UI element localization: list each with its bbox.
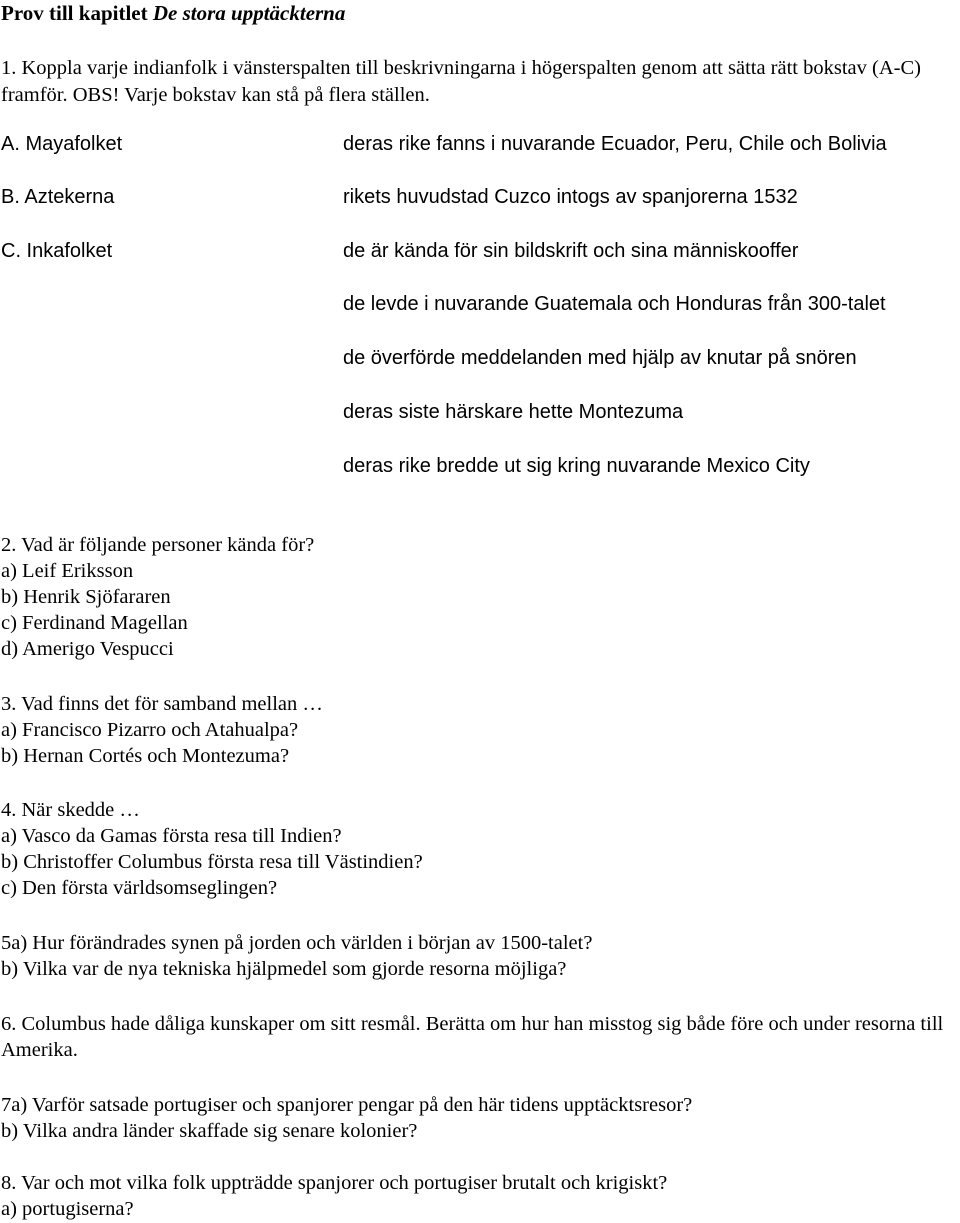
question-4-item: a) Vasco da Gamas första resa till Indien? — [1, 825, 342, 847]
description-item: de överförde meddelanden med hjälp av knutar på snören — [343, 347, 857, 369]
question-4-item: b) Christoffer Columbus första resa till Västindien? — [1, 851, 423, 873]
question-5a-text: 5a) Hur förändrades synen på jorden och världen i början av 1500-talet? — [1, 932, 593, 954]
question-4-item: c) Den första världsomseglingen? — [1, 877, 278, 899]
question-2-item: c) Ferdinand Magellan — [1, 612, 188, 634]
title-prefix: Prov till kapitlet — [1, 1, 153, 25]
description-item: rikets huvudstad Cuzco intogs av spanjorerna 1532 — [343, 186, 798, 208]
question-3-text: 3. Vad finns det för samband mellan … — [1, 693, 323, 715]
question-2-text: 2. Vad är följande personer kända för? — [1, 534, 315, 556]
description-item: de levde i nuvarande Guatemala och Honduras från 300-talet — [343, 293, 886, 315]
description-item: deras siste härskare hette Montezuma — [343, 401, 684, 423]
question-7 — [1, 1092, 692, 1144]
question-5 — [1, 930, 592, 982]
question-3-item: a) Francisco Pizarro och Atahualpa? — [1, 719, 299, 741]
question-8a-text: a) portugiserna? — [1, 1198, 134, 1220]
question-2-item: b) Henrik Sjöfararen — [1, 586, 171, 608]
page-title — [1, 0, 345, 26]
question-8 — [1, 1170, 667, 1222]
people-item-a: A. Mayafolket — [1, 133, 123, 155]
description-item: deras rike fanns i nuvarande Ecuador, Peru, Chile och Bolivia — [343, 133, 887, 155]
question-7a-text: 7a) Varför satsade portugiser och spanjorer pengar på den här tidens upptäcktsresor? — [1, 1094, 693, 1116]
people-item-c: C. Inkafolket — [1, 240, 113, 262]
question-3 — [1, 691, 323, 769]
question-2 — [1, 532, 314, 662]
question-7b-text: b) Vilka andra länder skaffade sig senare kolonier? — [1, 1120, 418, 1142]
people-item-b: B. Aztekerna — [1, 186, 115, 208]
question-2-item: d) Amerigo Vespucci — [1, 638, 174, 660]
question-1-text: 1. Koppla varje indianfolk i vänsterspalten till beskrivningarna i högerspalten genom att sätta rätt bokstav (A-C) framför. OBS! Varje bokstav kan stå på flera ställen. — [1, 57, 921, 106]
question-6-text: 6. Columbus hade dåliga kunskaper om sitt resmål. Berätta om hur han misstog sig både före och under resorna till Amerika. — [1, 1013, 944, 1061]
question-4 — [1, 797, 423, 901]
question-8-text: 8. Var och mot vilka folk uppträdde spanjorer och portugiser brutalt och krigiskt? — [1, 1172, 668, 1194]
question-2-item: a) Leif Eriksson — [1, 560, 134, 582]
question-4-text: 4. När skedde … — [1, 799, 140, 821]
title-chapter: De stora upptäckterna — [152, 1, 346, 25]
description-item: de är kända för sin bildskrift och sina människooffer — [343, 240, 799, 262]
question-3-item: b) Hernan Cortés och Montezuma? — [1, 745, 290, 767]
question-5b-text: b) Vilka var de nya tekniska hjälpmedel som gjorde resorna möjliga? — [1, 958, 567, 980]
description-item: deras rike bredde ut sig kring nuvarande Mexico City — [343, 455, 810, 477]
